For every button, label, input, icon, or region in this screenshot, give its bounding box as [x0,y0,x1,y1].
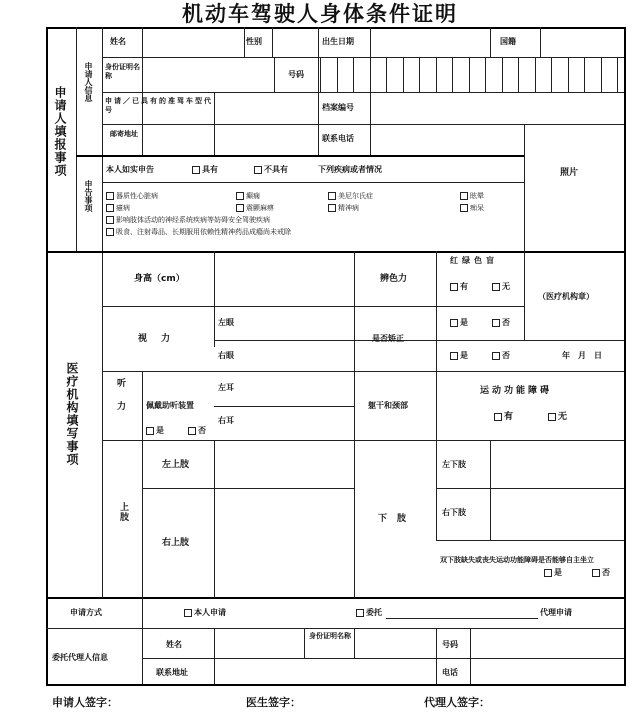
id-number-cell-divider [601,57,602,92]
frame-left [46,27,48,686]
cb-aid-yes[interactable]: 是 [146,426,164,436]
cb-self-apply[interactable]: 本人申请 [184,608,226,618]
id-number-cell-divider [337,57,338,92]
id-number-cell-divider [568,57,569,92]
disease-option[interactable]: 眩晕 [460,192,484,201]
checkbox-icon[interactable] [184,609,192,617]
right-lower-label: 右下肢 [442,508,466,517]
checkbox-icon[interactable] [548,413,556,421]
vision-label: 视力 [138,334,185,344]
agent-number-label: 号码 [442,640,458,649]
id-number-cell-divider [485,57,486,92]
cb-aid-no[interactable]: 否 [188,426,206,436]
checkbox-icon[interactable] [188,427,196,435]
nationality-label: 国籍 [500,37,516,46]
method-label: 申请方式 [70,608,102,617]
checkbox-icon[interactable] [192,166,200,174]
checkbox-icon[interactable] [236,192,244,200]
motor-label: 运动功能障碍 [480,386,553,396]
medical-section-label: 医疗机构填写事项 [65,362,79,466]
id-number-cell-divider [436,57,437,92]
id-number-cell-divider [452,57,453,92]
id-number-cell-divider [502,57,503,92]
id-label: 身份证明名称 [105,63,140,80]
red-green-label: 红绿色盲 [450,256,498,265]
phone-label: 联系电话 [322,134,354,143]
neck-label: 躯干和颈部 [368,401,408,410]
vehicle-type-label: 申请／已具有的准驾车型代号 [105,97,213,114]
photo-label: 照片 [560,168,579,178]
id-number-label: 号码 [288,70,304,79]
applicant-signature[interactable]: 申请人签字： [52,696,118,709]
entrust-underline[interactable] [386,618,538,619]
agent-address-label: 联系地址 [156,668,188,677]
color-vision-label: 辨色力 [380,274,408,284]
checkbox-icon[interactable] [254,166,262,174]
id-number-cell-divider [551,57,552,92]
agent-phone-label: 电话 [442,668,458,677]
left-upper-label: 左上肢 [162,460,190,470]
cb-right-correct-no[interactable]: 否 [492,351,510,361]
disease-option[interactable]: 震颤麻痹 [236,204,274,213]
checkbox-icon[interactable] [328,192,336,200]
declaration-suffix: 下列疾病或者情况 [318,165,382,174]
hearing-aid-label: 佩戴助听装置 [146,401,194,410]
id-number-cell-divider [617,57,618,92]
correction-label: 是否矫正 [372,334,404,343]
checkbox-icon[interactable] [450,283,458,291]
checkbox-icon[interactable] [492,283,500,291]
file-number-label: 档案编号 [322,103,354,112]
opt-have[interactable]: 具有 [192,165,218,175]
checkbox-icon[interactable] [544,569,552,577]
page-title: 机动车驾驶人身体条件证明 [182,1,458,26]
name-label: 姓名 [110,37,126,46]
id-number-cell-divider [403,57,404,92]
id-number-cell-divider [419,57,420,92]
right-eye-label: 右眼 [218,351,234,360]
checkbox-icon[interactable] [106,216,114,224]
frame-top [46,27,626,29]
disease-option[interactable]: 癫痫 [236,192,260,201]
agent-name-label: 姓名 [166,640,182,649]
id-number-cell-divider [518,57,519,92]
disease-option[interactable]: 美尼尔氏症 [328,192,373,201]
cb-right-correct-yes[interactable]: 是 [450,351,468,361]
upper-limbs-label: 上肢 [118,502,128,522]
checkbox-icon[interactable] [460,204,468,212]
cb-lower-yes[interactable]: 是 [544,568,562,578]
left-lower-label: 左下肢 [442,460,466,469]
checkbox-icon[interactable] [450,352,458,360]
cb-left-correct-yes[interactable]: 是 [450,318,468,328]
id-number-cell-divider [320,57,321,92]
disease-option[interactable]: 影响肢体活动的神经系统疾病等妨碍安全驾驶疾病 [106,216,270,225]
checkbox-icon[interactable] [592,569,600,577]
checkbox-icon[interactable] [492,319,500,327]
left-ear-label: 左耳 [218,383,234,392]
checkbox-icon[interactable] [106,204,114,212]
frame-right [624,27,626,686]
checkbox-icon[interactable] [450,319,458,327]
agent-signature[interactable]: 代理人签字： [424,696,490,709]
id-number-cell-divider [386,57,387,92]
id-number-cell-divider [370,57,371,92]
checkbox-icon[interactable] [356,609,364,617]
disease-option[interactable]: 痴呆 [460,204,484,213]
right-ear-label: 右耳 [218,416,234,425]
disease-option[interactable]: 器质性心脏病 [106,192,158,201]
disease-option[interactable]: 吸食、注射毒品、长期服用依赖性精神药品成瘾尚未戒除 [106,228,291,237]
cb-colorblind-no[interactable]: 无 [492,282,510,292]
institution-stamp-label: （医疗机构章） [538,292,594,301]
id-number-cell-divider [353,57,354,92]
birth-label: 出生日期 [322,37,354,46]
left-eye-label: 左眼 [218,318,234,327]
disease-option[interactable]: 精神病 [328,204,359,213]
hearing-label: 听力 [115,378,125,424]
checkbox-icon[interactable] [492,352,500,360]
checkbox-icon[interactable] [494,413,502,421]
checkbox-icon[interactable] [328,204,336,212]
height-label: 身高（cm） [134,274,185,284]
checkbox-icon[interactable] [106,192,114,200]
id-number-cell-divider [535,57,536,92]
disease-option[interactable]: 癔病 [106,204,130,213]
lower-note: 双下肢缺失或丧失运动功能障碍是否能够自主坐立 [440,556,594,564]
applicant-info-label: 申请人信息 [84,62,93,102]
id-number-cell-divider [584,57,585,92]
opt-not-have[interactable]: 不具有 [254,165,288,175]
postal-address-label: 邮寄地址 [110,130,138,138]
cb-left-correct-no[interactable]: 否 [492,318,510,328]
cb-colorblind-yes[interactable]: 有 [450,282,468,292]
agent-apply-label: 代理申请 [540,608,572,617]
cb-lower-no[interactable]: 否 [592,568,610,578]
checkbox-icon[interactable] [106,228,114,236]
lower-limbs-label: 下肢 [378,514,417,524]
declaration-label: 申告事项 [84,180,93,212]
cb-motor-yes[interactable]: 有 [494,412,513,423]
gender-label: 性别 [246,37,262,46]
checkbox-icon[interactable] [236,204,244,212]
doctor-signature[interactable]: 医生签字： [246,696,301,709]
date-label: 年 月 日 [562,351,602,360]
checkbox-icon[interactable] [460,192,468,200]
declaration-prompt: 本人如实申告 [106,165,154,174]
cb-entrust[interactable]: 委托 [356,608,382,618]
id-number-cell-divider [469,57,470,92]
agent-id-label: 身份证明名称 [309,632,351,640]
right-upper-label: 右上肢 [162,538,190,548]
agent-info-label: 委托代理人信息 [52,653,108,662]
applicant-section-label: 申请人填报事项 [53,86,67,177]
frame-bottom [46,684,626,686]
cb-motor-no[interactable]: 无 [548,412,567,423]
checkbox-icon[interactable] [146,427,154,435]
